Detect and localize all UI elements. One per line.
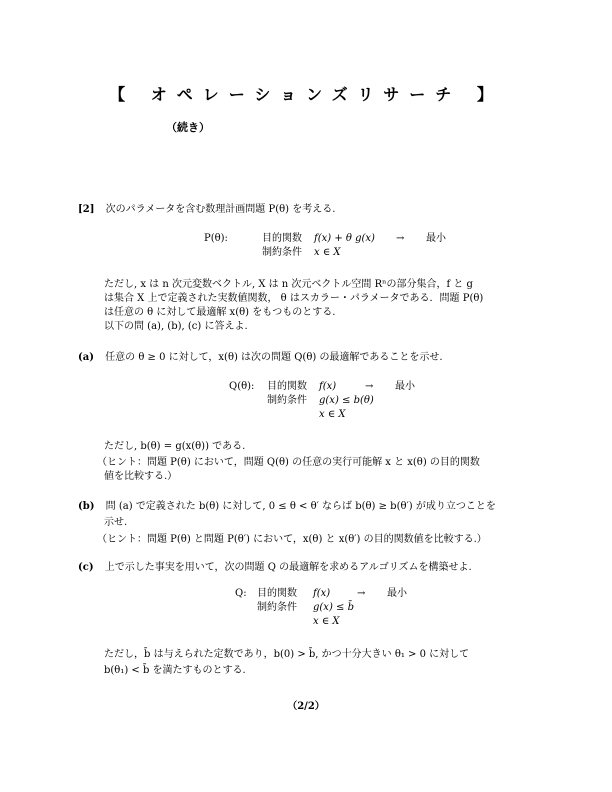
page-subtitle: （続き） xyxy=(166,121,210,134)
part-b-label: (b) xyxy=(78,501,95,512)
part-c-text: 上で示した事実を用いて，次の問題 Q の最適解を求めるアルゴリズムを構築せよ. xyxy=(104,562,472,573)
part-a-hint-line: （ヒント：問題 P(θ) において，問題 Q(θ) の任意の実行可能解 x と x(θ) の目的関数 xyxy=(97,457,480,468)
Q-theta-min: 最小 xyxy=(395,381,415,392)
P-constraint-expr: x ∈ X xyxy=(314,247,341,258)
Q-theta-objective-label: 目的関数 xyxy=(267,381,307,392)
part-a-text: 任意の θ ≥ 0 に対して，x(θ) は次の問題 Q(θ) の最適解であることを示せ. xyxy=(105,352,443,363)
page-number: （2/2） xyxy=(287,701,325,712)
Q-theta-constraint-label: 制約条件 xyxy=(267,395,307,406)
problem2-label: [2] xyxy=(78,204,95,215)
Q-constraint-label: 制約条件 xyxy=(257,602,297,613)
P-name: P(θ): xyxy=(204,233,228,244)
part-c-note xyxy=(104,648,469,678)
P-min: 最小 xyxy=(426,233,446,244)
part-a-question xyxy=(78,351,443,365)
Q-min: 最小 xyxy=(387,588,407,599)
part-a-hint-line: 値を比較する.） xyxy=(104,471,178,482)
part-b-text-cont: 示せ. xyxy=(104,517,128,528)
P-objective-label: 目的関数 xyxy=(262,233,302,244)
part-c-note-line: ただし，b̄ は与えられた定数であり，b(0) > b̄, かつ十分大きい θ₁ > 0 に対して xyxy=(104,649,470,660)
part-b-text: 問 (a) で定義された b(θ) に対して, 0 ≤ θ < θ′ ならば b(θ) ≥ b(θ′) が成り立つことを xyxy=(105,501,496,512)
problem-Q-definition xyxy=(235,587,407,629)
part-b-question xyxy=(78,500,496,514)
part-b-hint: （ヒント：問題 P(θ) と問題 P(θ′) において，x(θ) と x(θ′) の目的関数値を比較する.） xyxy=(97,534,487,545)
problem2-description xyxy=(104,278,483,334)
Q-objective-label: 目的関数 xyxy=(257,588,297,599)
page-title: 【 オペレーションズリサーチ 】 xyxy=(109,85,503,104)
P-arrow: → xyxy=(396,233,405,244)
Q-objective-expr: f(x) xyxy=(313,588,331,599)
part-a-label: (a) xyxy=(78,352,94,363)
part-c-label: (c) xyxy=(78,562,94,573)
problem2-desc-line: 以下の問 (a), (b), (c) に答えよ. xyxy=(104,321,248,332)
problem2-desc-line: は集合 X 上で定義された実数値関数， θ はスカラー・パラメータである．問題 P(θ) xyxy=(104,293,484,304)
part-a-note: ただし, b(θ) = g(x(θ)) である. xyxy=(104,441,246,452)
problem2-intro: 次のパラメータを含む数理計画問題 P(θ) を考える. xyxy=(105,204,336,215)
problem-P-definition xyxy=(204,232,446,260)
Q-theta-constraint-expr2: x ∈ X xyxy=(319,409,346,420)
part-a-hint xyxy=(97,456,480,484)
part-c-note-line: b(θ₁) < b̄ を満たすものとする. xyxy=(104,665,246,676)
Q-theta-name: Q(θ): xyxy=(229,381,255,392)
P-objective-expr: f(x) + θ g(x) xyxy=(314,233,375,244)
Q-theta-objective-expr: f(x) xyxy=(319,381,337,392)
Q-theta-constraint-expr1: g(x) ≤ b(θ) xyxy=(319,395,374,406)
problem2-desc-line: ただし, x は n 次元変数ベクトル, X は n 次元ベクトル空間 Rⁿの部分集合，f と g xyxy=(104,279,473,290)
problem2-intro-line xyxy=(78,203,335,217)
Q-theta-arrow: → xyxy=(365,381,374,392)
Q-arrow: → xyxy=(357,588,366,599)
part-c-question xyxy=(78,561,472,575)
problem2-desc-line: は任意の θ に対して最適解 x(θ) をもつものとする. xyxy=(104,307,336,318)
Q-name: Q: xyxy=(235,588,247,599)
Q-constraint-expr2: x ∈ X xyxy=(313,616,340,627)
Q-constraint-expr1: g(x) ≤ b̄ xyxy=(313,602,354,613)
problem-Q-theta-definition xyxy=(229,380,415,422)
P-constraint-label: 制約条件 xyxy=(262,247,302,258)
